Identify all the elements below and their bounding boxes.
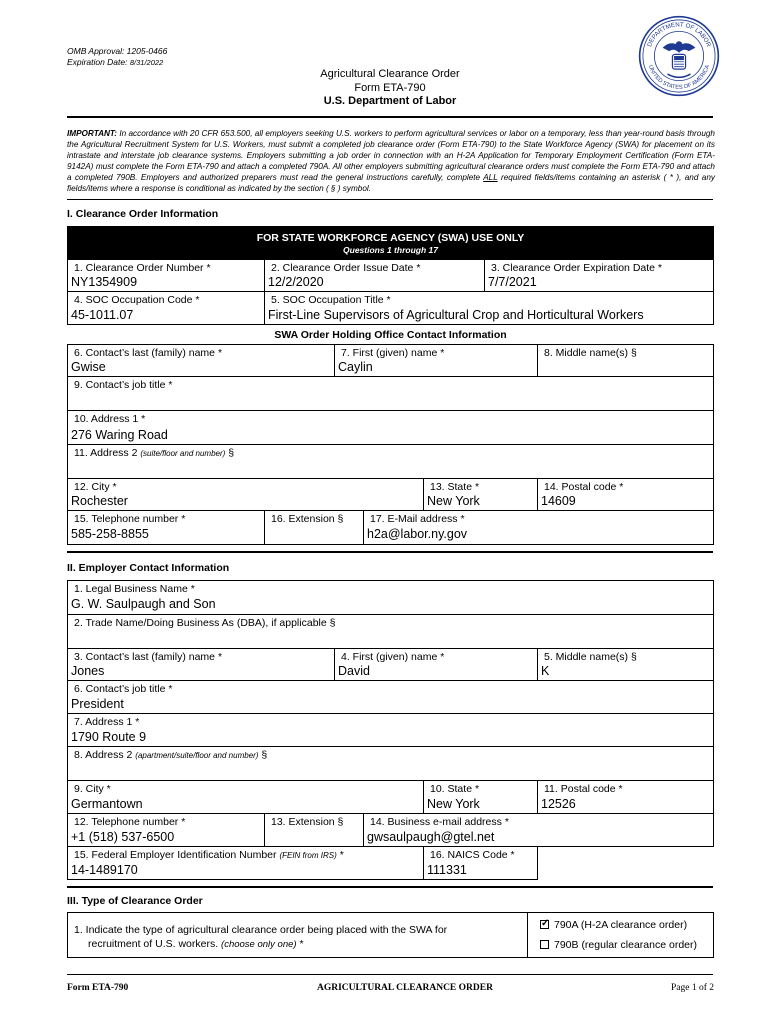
field-label: 2. Clearance Order Issue Date * [271, 262, 421, 274]
clearance-order-expiration-date-field[interactable] [484, 259, 714, 292]
swa-contact-job-title-field[interactable] [67, 376, 714, 411]
field-value: New York [427, 797, 480, 811]
field-label: 12. City * [74, 481, 117, 493]
field-label: 5. SOC Occupation Title * [271, 294, 391, 306]
important-notice [67, 128, 715, 194]
seal-bottom-text: UNITED STATES OF AMERICA [646, 64, 712, 91]
field-value: 14-1489170 [71, 863, 138, 877]
section-1-title: I. Clearance Order Information [67, 208, 219, 220]
field-label: 1. Clearance Order Number * [74, 262, 211, 274]
employer-city-field[interactable] [67, 780, 424, 814]
field-value: 12/2/2020 [268, 275, 324, 289]
field-value: NY1354909 [71, 275, 138, 289]
notice-rule [67, 199, 713, 200]
soc-occupation-title-field[interactable] [264, 291, 714, 325]
checkbox-790a-checked-icon[interactable] [540, 920, 549, 929]
swa-email-field[interactable] [363, 510, 714, 545]
option-790b[interactable] [540, 939, 697, 951]
field-hint: (suite/floor and number) [140, 449, 226, 458]
field-value: First-Line Supervisors of Agricultural Crop and Horticultural Workers [268, 308, 644, 322]
order-type-hint: (choose only one) [221, 939, 297, 950]
swa-postal-code-field[interactable] [537, 478, 714, 511]
section-1-end-rule [67, 551, 713, 553]
field-value: 45-1011.07 [71, 308, 134, 322]
field-label-tail: § [258, 749, 268, 761]
field-label: 15. Telephone number * [74, 513, 186, 525]
field-value: h2a@labor.ny.gov [367, 527, 468, 541]
field-value: 12526 [541, 797, 576, 811]
field-label: 13. State * [430, 481, 480, 493]
section-2-end-rule [67, 886, 713, 888]
swa-contact-middle-name-field[interactable] [537, 344, 714, 377]
employer-contact-last-name-field[interactable] [67, 648, 335, 681]
employer-telephone-field[interactable] [67, 813, 265, 847]
field-value: 111331 [427, 863, 467, 877]
field-label: 2. Trade Name/Doing Business As (DBA), if applicable § [74, 617, 336, 629]
expiration-value: 8/31/2022 [129, 58, 164, 67]
footer-center: AGRICULTURAL CLEARANCE ORDER [317, 983, 493, 993]
swa-use-only-banner [67, 226, 714, 259]
footer-rule [67, 974, 713, 975]
important-all: ALL [483, 173, 498, 182]
field-value: +1 (518) 537-6500 [71, 830, 175, 844]
field-label: 7. Address 1 * [74, 716, 140, 728]
field-value: 585-258-8855 [71, 527, 149, 541]
important-tail: required fields/items containing an asterisk ( * ), and any fields/items where a response is conditional as indicated by the section ( § ) symbol. [67, 173, 715, 193]
employer-postal-code-field[interactable] [537, 780, 714, 814]
field-value: K [541, 664, 550, 678]
field-value: G. W. Saulpaugh and Son [71, 597, 216, 611]
field-label: 6. Contact’s job title * [74, 683, 173, 695]
field-value: 1790 Route 9 [71, 730, 147, 744]
legal-business-name-field[interactable] [67, 580, 714, 615]
clearance-order-issue-date-field[interactable] [264, 259, 485, 292]
order-type-question [67, 912, 528, 958]
swa-office-heading: SWA Order Holding Office Contact Information [274, 329, 507, 341]
clearance-order-number-field[interactable] [67, 259, 265, 292]
checkbox-790b-icon[interactable] [540, 940, 549, 949]
trade-name-dba-field[interactable] [67, 614, 714, 649]
employer-contact-middle-name-field[interactable] [537, 648, 714, 681]
order-type-options [527, 912, 714, 958]
field-label: 6. Contact’s last (family) name * [74, 347, 223, 359]
field-label-tail: * [336, 849, 344, 861]
employer-state-field[interactable] [423, 780, 538, 814]
field-value: Jones [71, 664, 105, 678]
field-label: 5. Middle name(s) § [544, 651, 637, 663]
field-hint: (apartment/suite/floor and number) [135, 751, 259, 760]
field-label: 16. Extension § [271, 513, 344, 525]
swa-state-field[interactable] [423, 478, 538, 511]
field-label: 16. NAICS Code * [430, 849, 515, 861]
important-text: In accordance with 20 CFR 653.500, all employers seeking U.S. workers to perform agricultural services or labor on a temporary, less than year-round basis through the Agricultural Recruitment System for U.S. Workers, must submit a completed job clearance order (Form ETA-790) to the State Workforce Agency (SWA) for placement on its intrastate and interstate job clearance systems. Employers submitting a job order in connection with an H-2A Application for Temporary Employment Certification (Form ETA-9142A) must complete the Form ETA-790 and attach a completed 790A. All other employers submitting agricultural clearance orders must complete the Form ETA-790 and attach a completed 790B. Employers and authorized preparers must read the general instructions carefully, complete [67, 129, 715, 182]
section-3-title: III. Type of Clearance Order [67, 895, 203, 907]
field-label: 9. Contact’s job title * [74, 379, 173, 391]
form-title: Agricultural Clearance Order [320, 68, 460, 80]
form-number: Form ETA-790 [354, 81, 426, 94]
field-value: 7/7/2021 [488, 275, 537, 289]
naics-code-field[interactable] [423, 846, 538, 880]
omb-approval: OMB Approval: 1205-0466 [67, 46, 168, 56]
soc-occupation-code-field[interactable] [67, 291, 265, 325]
field-label: 11. Postal code * [544, 783, 623, 795]
field-value: President [71, 697, 124, 711]
employer-email-field[interactable] [363, 813, 714, 847]
field-label: 11. Address 2 [74, 447, 138, 459]
footer-page: Page 1 of 2 [670, 983, 714, 993]
order-type-question-line2: recruitment of U.S. workers. [88, 938, 219, 950]
field-label: 7. First (given) name * [341, 347, 445, 359]
field-label: 13. Extension § [271, 816, 344, 828]
employer-extension-field[interactable] [264, 813, 364, 847]
field-label: 4. First (given) name * [341, 651, 445, 663]
field-value: 14609 [541, 494, 576, 508]
field-label: 15. Federal Employer Identification Number [74, 849, 277, 861]
field-hint: (FEIN from IRS) [279, 851, 337, 860]
employer-contact-job-title-field[interactable] [67, 680, 714, 714]
seal-top-text: DEPARTMENT OF LABOR [646, 21, 712, 48]
swa-contact-last-name-field[interactable] [67, 344, 335, 377]
swa-city-field[interactable] [67, 478, 424, 511]
field-label: 10. State * [430, 783, 480, 795]
swa-banner-sub: Questions 1 through 17 [343, 245, 438, 255]
option-790a[interactable] [540, 919, 687, 931]
swa-address-2-field[interactable] [67, 444, 714, 479]
field-label: 10. Address 1 * [74, 413, 146, 425]
field-value: Gwise [71, 360, 106, 374]
dol-seal-icon [638, 15, 720, 97]
swa-contact-first-name-field[interactable] [334, 344, 538, 377]
swa-telephone-field[interactable] [67, 510, 265, 545]
field-value: gwsaulpaugh@gtel.net [367, 830, 495, 844]
field-value: Caylin [338, 360, 373, 374]
field-label: 3. Contact’s last (family) name * [74, 651, 223, 663]
swa-extension-field[interactable] [264, 510, 364, 545]
swa-address-1-field[interactable] [67, 410, 714, 445]
field-value: Germantown [71, 797, 143, 811]
header-rule [67, 116, 713, 118]
field-value: 276 Waring Road [71, 428, 168, 442]
field-label: 14. Business e-mail address * [370, 816, 509, 828]
field-label: 1. Legal Business Name * [74, 583, 195, 595]
employer-address-1-field[interactable] [67, 713, 714, 747]
field-label: 8. Address 2 [74, 749, 133, 761]
form-title-block [220, 68, 560, 109]
order-type-tail: * [296, 938, 304, 950]
field-label-tail: § [225, 447, 235, 459]
department-name: U.S. Department of Labor [323, 95, 457, 107]
option-790a-label: 790A (H-2A clearance order) [554, 919, 688, 931]
employer-contact-first-name-field[interactable] [334, 648, 538, 681]
field-label: 4. SOC Occupation Code * [74, 294, 200, 306]
fein-field[interactable] [67, 846, 424, 880]
order-type-question-line1: 1. Indicate the type of agricultural clearance order being placed with the SWA for [74, 924, 448, 936]
swa-banner-title: FOR STATE WORKFORCE AGENCY (SWA) USE ONLY [256, 232, 525, 244]
omb-info [67, 46, 167, 68]
field-label: 14. Postal code * [544, 481, 624, 493]
field-label: 9. City * [74, 783, 111, 795]
expiration-label: Expiration Date: [67, 57, 128, 67]
option-790b-label: 790B (regular clearance order) [554, 939, 697, 951]
field-label: 3. Clearance Order Expiration Date * [491, 262, 662, 274]
field-label: 17. E-Mail address * [370, 513, 465, 525]
employer-address-2-field[interactable] [67, 746, 714, 781]
field-label: 8. Middle name(s) § [544, 347, 637, 359]
field-value: Rochester [71, 494, 128, 508]
field-value: David [338, 664, 370, 678]
section-2-title: II. Employer Contact Information [67, 562, 230, 574]
field-value: New York [427, 494, 480, 508]
important-lead: IMPORTANT: [67, 129, 118, 138]
footer-form: Form ETA-790 [67, 983, 129, 993]
field-label: 12. Telephone number * [74, 816, 186, 828]
